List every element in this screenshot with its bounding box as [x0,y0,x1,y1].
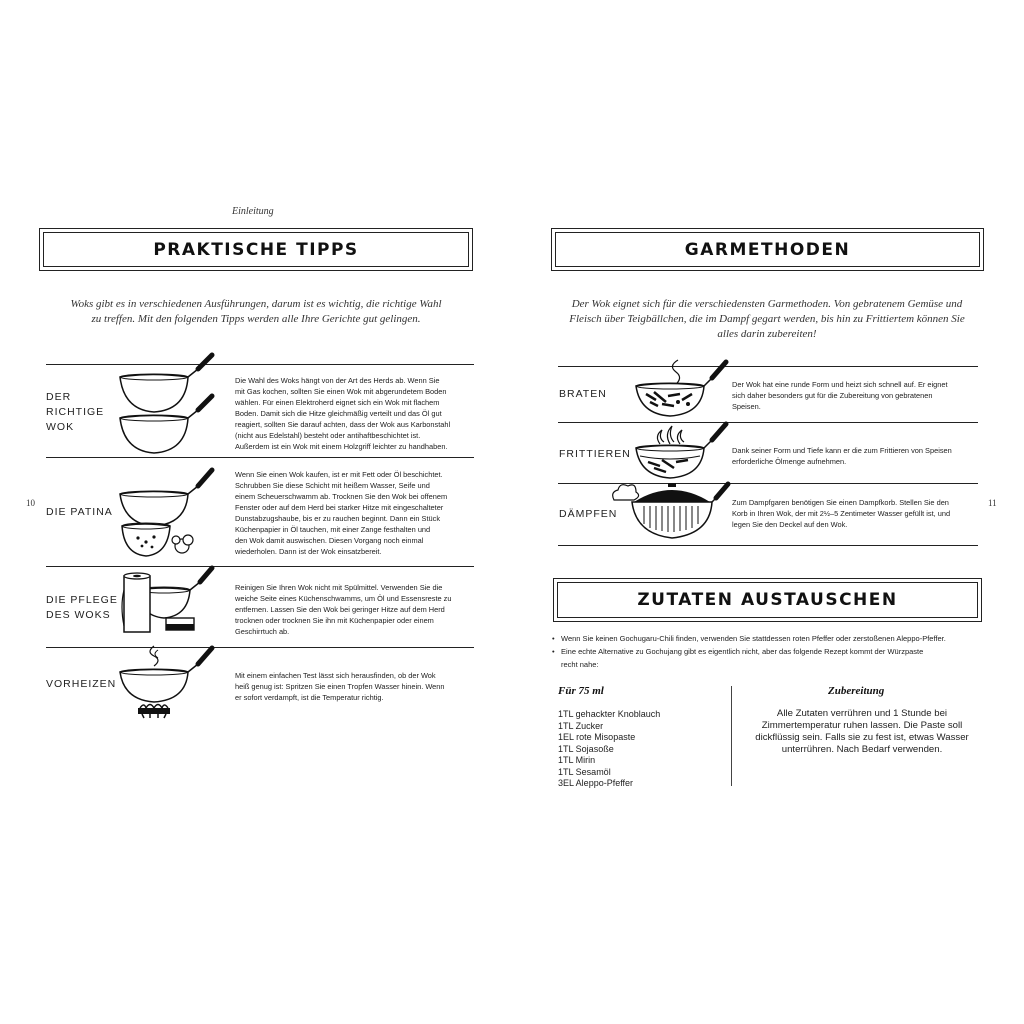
text-line: Schrubben Sie diese Schicht mit heißem Wasser, Seife und [235,481,430,490]
text-line: entfernen. Lassen Sie den Wok bei geringer Hitze auf dem Herd [235,605,445,614]
row-text-vorheizen [235,670,475,703]
text-line: Zum Dampfgaren benötigen Sie einen Dampfkorb. Stellen Sie den [732,498,949,507]
row-divider [46,364,474,365]
prep-text [738,708,986,756]
text-line: er sofort verdampft, ist die Temperatur richtig. [235,693,384,702]
text-line: den Wok damit auswischen. Diesen Vorgang noch einmal [235,536,424,545]
label-line: DIE PFLEGE [46,594,118,606]
text-line: Speisen. [732,402,761,411]
ingredient-item: 1TL Sesamöl [558,766,611,777]
page-number-right: 11 [988,498,997,508]
row-divider [46,566,474,567]
text-line: wiederholen. Dann ist der Wok einsatzbereit. [235,547,382,556]
bullet-item [552,645,992,671]
row-label-patina [46,505,113,520]
text-line: (nicht aus Edelstahl) besteht oder antihaftbeschichtet ist. [235,431,421,440]
wok-paper-roll-sponge-icon [118,566,222,638]
ingredient-item: 1TL Zucker [558,720,604,731]
row-label-vorheizen [46,677,116,692]
wok-bowl-sponge-icon [116,464,220,564]
intro-line: Der Wok eignet sich für die verschiedensten Garmethoden. Von gebratenem Gemüse und [571,298,963,310]
text-line: Korb in Ihren Wok, der mit 2½–5 Zentimeter Wasser gefüllt ist, und [732,509,951,518]
label-line: DER [46,391,72,403]
text-line: Dank seiner Form und Tiefe kann er die zum Frittieren von Speisen [732,446,952,455]
text-line: erforderliche Ölmenge aufnehmen. [732,457,847,466]
text-line: weiche Seite eines Küchenschwamms, um Öl und Essensreste zu [235,594,452,603]
praktische-tipps-title-box [39,228,473,271]
text-line: einem Scheuerschwamm ab. Trocknen Sie den Wok bei offenem [235,492,448,501]
yield-title: Für 75 ml [558,685,604,697]
wok-deep-fry-icon [632,418,732,484]
prep-line: unterrühren. Nach Bedarf verwenden. [781,744,943,755]
intro-line: Fleisch über Teigbällchen, die im Dampf gegart werden, bis hin zu Frittiertem können Sie [569,313,965,325]
row-text-richtige-wok [235,375,475,452]
text-line: Außerdem ist ein Wok mit einem Holzgriff leichter zu handhaben. [235,442,448,451]
bullet-text: Eine echte Alternative zu Gochujang gibt es eigentlich nicht, aber das folgende Rezept kommt der Würzpaste [561,647,924,656]
text-line: Der Wok hat eine runde Form und heizt sich schnell auf. Er eignet [732,380,948,389]
row-text-patina [235,469,475,557]
label-line: DES WOKS [46,609,111,621]
page-title-right: GARMETHODEN [684,239,851,260]
substitute-title: ZUTATEN AUSTAUSCHEN [637,590,898,610]
garmethoden-title-box [551,228,984,271]
method-text-frittieren [732,445,977,467]
method-text-daempfen [732,497,977,530]
text-line: heiß genug ist: Spritzen Sie einen Tropfen Wasser hinein. Wenn [235,682,445,691]
text-line: Dunstabzugshaube, bis er zu rauchen beginnt. Dann ein Stück [235,514,441,523]
intro-line: Woks gibt es in verschiedenen Ausführungen, darum ist es wichtig, die richtige Wahl [70,298,442,310]
method-label-frittieren: FRITTIEREN [559,448,631,460]
row-divider [558,422,978,423]
label-line: DIE PATINA [46,506,113,518]
section-header: Einleitung [232,206,274,217]
text-line: trocknen oder trocknen Sie ihn mit Küchenpapier oder einem [235,616,434,625]
prep-line: dickflüssig sein. Falls sie zu fest ist, etwas Wasser [755,732,969,743]
two-woks-icon [116,352,220,458]
text-line: Boden. Damit sich die Hitze gleichmäßig verteilt und das Öl gut [235,409,442,418]
row-label-pflege [46,593,118,623]
text-line: Geschirrtuch ab. [235,627,290,636]
method-text-braten [732,379,977,412]
right-intro [552,297,982,342]
row-divider [558,366,978,367]
prep-title: Zubereitung [828,685,885,697]
method-label-braten: BRATEN [559,388,607,400]
ingredient-item: 1TL Mirin [558,755,596,765]
ingredient-item: 1TL Sojasoße [558,743,614,754]
prep-line: Zimmertemperatur ruhen lassen. Die Paste soll [761,720,963,731]
text-line: wählen. Für einen Elektroherd eignet sich ein Wok mit flachem [235,398,440,407]
ingredient-item: 3EL Aleppo-Pfeffer [558,778,634,788]
ingredient-item: 1EL rote Misopaste [558,732,636,742]
page-title: PRAKTISCHE TIPPS [153,239,359,260]
wok-stir-fry-icon [632,358,732,422]
label-line: VORHEIZEN [46,678,117,690]
text-line: reagiert, sollten Sie darauf achten, dass der Wok aus Karbonstahl [235,420,451,429]
text-line: mit Gas kochen, sollten Sie einen Wok mit abgerundetem Boden [235,387,447,396]
zutaten-title-box [553,578,982,622]
wok-steamer-icon [608,478,732,544]
substitute-bullets [552,632,992,671]
method-label-daempfen: DÄMPFEN [559,508,618,520]
row-text-pflege [235,582,475,637]
bullet-item [552,632,992,645]
bullet-text: recht nahe: [561,660,599,669]
bullet-text: Wenn Sie keinen Gochugaru-Chili finden, verwenden Sie stattdessen roten Pfeffer oder zerstoßenen Aleppo-Pfeffer. [561,634,946,643]
ingredient-list [558,709,660,790]
left-intro [40,297,472,327]
text-line: Reinigen Sie Ihren Wok nicht mit Spülmittel. Verwenden Sie die [235,583,443,592]
label-line: RICHTIGE [46,406,105,418]
text-line: legen Sie den Deckel auf den Wok. [732,520,848,529]
wok-on-flame-icon [116,642,220,722]
row-divider [46,647,474,648]
text-line: Küchenpapier in Öl tauchen, mit einer Zange festhalten und [235,525,431,534]
row-divider [558,545,978,546]
ingredient-item: 1TL gehackter Knoblauch [558,709,661,719]
column-divider [731,686,732,786]
text-line: sich daher besonders gut für die Zubereitung von gebratenen [732,391,933,400]
text-line: Die Wahl des Woks hängt von der Art des Herds ab. Wenn Sie [235,376,440,385]
intro-line: alles darin zubereiten! [717,328,817,340]
intro-line: zu treffen. Mit den folgenden Tipps werden alle Ihre Gerichte gut gelingen. [91,313,421,325]
text-line: Mit einem einfachen Test lässt sich herausfinden, ob der Wok [235,671,436,680]
row-divider [46,457,474,458]
page-number-left: 10 [26,498,35,508]
text-line: Fenster oder auf dem Herd bei starker Hitze mit eingeschalteter [235,503,444,512]
label-line: WOK [46,421,75,433]
row-label-richtige-wok [46,390,104,435]
text-line: Wenn Sie einen Wok kaufen, ist er mit Fett oder Öl beschichtet. [235,470,443,479]
prep-line: Alle Zutaten verrühren und 1 Stunde bei [776,708,948,719]
